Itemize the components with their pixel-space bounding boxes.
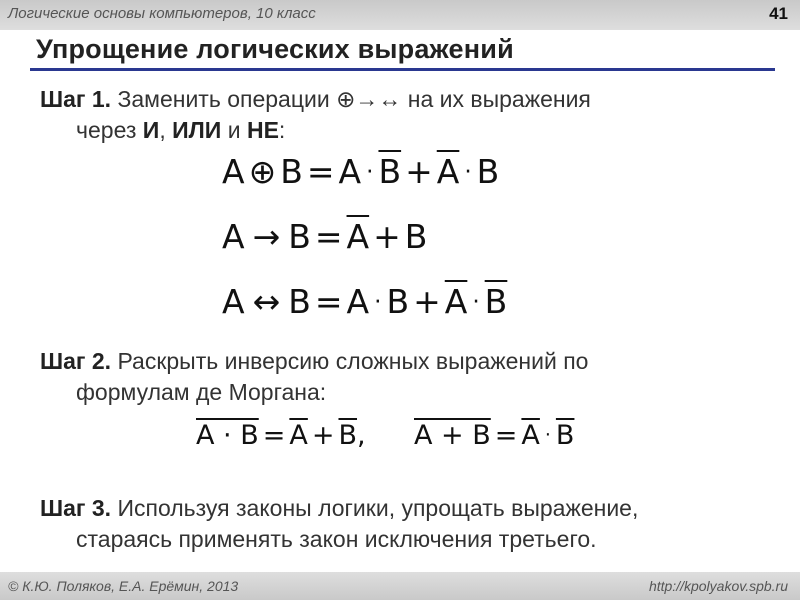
and-dot: · xyxy=(472,288,480,315)
equals-sign: = xyxy=(314,217,343,256)
var-not-b: $\overline{B}$ xyxy=(378,152,402,191)
formula-implication xyxy=(222,217,427,256)
not-a-and-b: A · B xyxy=(196,420,259,451)
sep: и xyxy=(221,117,247,143)
and-dot: · xyxy=(366,158,374,185)
var-not-b: $\overline{B}$ xyxy=(555,420,575,451)
not-a-or-b: A + B xyxy=(414,420,491,451)
var-b: B xyxy=(288,282,311,321)
page-number: 41 xyxy=(769,4,788,23)
formula-demorgan-2 xyxy=(414,420,574,451)
equals-sign: = xyxy=(306,152,335,191)
var-not-a: $\overline{A}$ xyxy=(289,420,308,451)
var-a: A xyxy=(222,152,245,191)
colon: : xyxy=(278,117,286,143)
step-1-via: через xyxy=(76,117,143,143)
step-2-text: Раскрыть инверсию сложных выражений по xyxy=(111,348,589,374)
and-dot: · xyxy=(464,158,472,185)
step-3-text: Используя законы логики, упрощать выражение, xyxy=(111,495,639,521)
step-3-label: Шаг 3. xyxy=(40,495,112,521)
and-dot: · xyxy=(544,423,551,446)
copyright: © К.Ю. Поляков, Е.А. Ерёмин, 2013 xyxy=(8,578,239,594)
step-1 xyxy=(40,84,591,146)
plus-sign: + xyxy=(373,217,401,256)
step-3-text-line2: стараясь применять закон исключения третьего. xyxy=(76,526,597,552)
and-dot: · xyxy=(374,288,382,315)
var-not-a: $\overline{A}$ xyxy=(436,152,460,191)
plus-sign: + xyxy=(413,282,441,321)
equals-sign: = xyxy=(494,420,518,451)
var-not-b: $\overline{B}$ xyxy=(484,282,508,321)
step-1-text-line2 xyxy=(40,115,591,146)
step-2-label: Шаг 2. xyxy=(40,348,112,374)
var-a: A xyxy=(338,152,362,191)
footer-bar xyxy=(0,572,800,600)
var-b: B xyxy=(476,152,500,191)
var-not-b: $\overline{B}$ xyxy=(338,420,358,451)
slide-title: Упрощение логических выражений xyxy=(36,34,514,64)
formula-xor xyxy=(222,152,499,191)
op-not: НЕ xyxy=(246,117,279,143)
var-a: A xyxy=(346,282,370,321)
equals-sign: = xyxy=(262,420,286,451)
formula-demorgan-1 xyxy=(196,420,366,451)
top-bar xyxy=(0,0,800,30)
var-not-a: $\overline{A}$ xyxy=(346,217,370,256)
var-a: A xyxy=(222,217,245,256)
implication-arrow: → xyxy=(252,217,281,256)
site-link[interactable]: http://kpolyakov.spb.ru xyxy=(648,578,788,594)
op-and: И xyxy=(142,117,160,143)
formula-equivalence xyxy=(222,282,507,321)
equals-sign: = xyxy=(314,282,343,321)
op-or: ИЛИ xyxy=(172,117,222,143)
var-b: B xyxy=(280,152,303,191)
var-not-a: $\overline{A}$ xyxy=(521,420,540,451)
step-1-text: Заменить операции ⊕→↔ на их выражения xyxy=(111,86,591,112)
step-1-label: Шаг 1. xyxy=(40,86,112,112)
var-not-a: $\overline{A}$ xyxy=(444,282,468,321)
step-2 xyxy=(40,346,588,408)
var-b: B xyxy=(404,217,428,256)
var-b: B xyxy=(386,282,410,321)
var-b: B xyxy=(288,217,311,256)
sep: , xyxy=(159,117,173,143)
comma: , xyxy=(357,420,366,451)
plus-sign: + xyxy=(311,420,335,451)
xor-symbol: ⊕ xyxy=(248,152,277,191)
course-subject: Логические основы компьютеров, 10 класс xyxy=(8,5,316,22)
var-a: A xyxy=(222,282,245,321)
step-2-text-line2: формулам де Моргана: xyxy=(76,379,327,405)
title-underline xyxy=(30,68,775,71)
plus-sign: + xyxy=(405,152,433,191)
step-3 xyxy=(40,493,638,555)
equivalence-arrow: ↔ xyxy=(252,282,281,321)
